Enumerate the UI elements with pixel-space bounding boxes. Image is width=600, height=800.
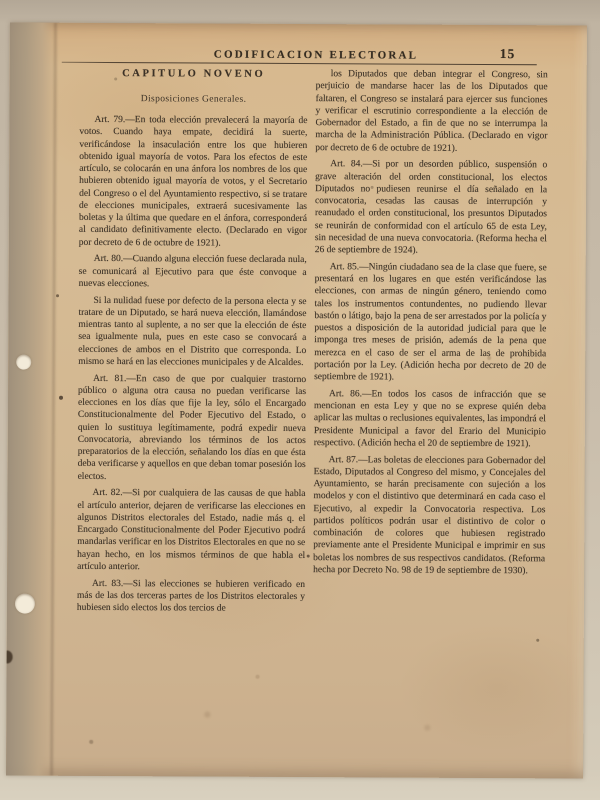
article-83-continuation-paragraph: los Diputados que deban integrar el Congreso, sin perjuicio de mandarse hacer las de los Diputados que faltaren, el Congreso se instalará para ejercer sus funciones y verificar el escrutinio correspondiente a la elección de Gobernador del Estado, a fin de que no se interrumpa la marcha de la Administración Pública. (Declarado en vigor por decreto de 6 de octubre de 1921). bbox=[315, 69, 548, 154]
article-82-paragraph: Art. 82.—Si por cualquiera de las causas de que habla el artículo anterior, dejaren de verificarse las elecciones en algunos Distritos electorales del Estado, nadie más q. el Encargado Constitucionalmente del Poder Ejecutivo podrá mandarlas verificar en los Distritos Electorales en que no se hayan hecho, en los mismos términos de que habla el artículo anterior. bbox=[77, 488, 306, 572]
chapter-heading: CAPITULO NOVENO bbox=[122, 68, 266, 80]
left-column bbox=[77, 67, 308, 620]
page-gutter-shadow bbox=[6, 22, 56, 775]
text-columns bbox=[77, 67, 548, 621]
article-84-paragraph: Art. 84.—Si por un desorden público, suspensión o grave alteración del orden constitucional, los electos Diputados no pudiesen reunirse el día señalado en la convocatoria, cesadas las causas de interrupción y reanudado el orden constitucional, los presuntos Diputados se reunirán de conformidad con el artículo 65 de esta Ley, sin necesidad de una nueva convocatoria. (Reforma hecha el 26 de septiembre de 1924). bbox=[314, 159, 548, 256]
page-number: 15 bbox=[499, 46, 516, 62]
article-79-paragraph: Art. 79.—En toda elección prevalecerá la mayoría de votos. Cuando haya empate, decidirá la suerte, verificándose la insaculación entre los que hubieren obtenido igual mayoría de votos. Para los efectos de este artículo, se colocarán en una ánfora los nombres de los que hubieren obtenido igual mayoría de votos, y el Secretario del Congreso o el del Ayuntamiento respectivo, si se tratare de elecciones municipales, extraerá sucesivamente las boletas y la última que quedare en el ánfora, corresponderá al candidato definitivamente electo. (Declarado en vigor por decreto de 6 de octubre de 1921). bbox=[78, 114, 308, 249]
punch-hole-top bbox=[16, 355, 31, 370]
article-87-paragraph: Art. 87.—Las boletas de elecciones para Gobernador del Estado, Diputados al Congreso del mismo, y Concejales del Ayuntamiento, se harán precisamente con sujeción a los modelos y con el distintivo que determinará en cada caso el Ejecutivo, al expedir la Convocatoria respectiva. Los partidos políticos podrán usar el distintivo de color o combinación de colores que hubiesen registrado previamente ante el Presidente Municipal e imprimir en sus boletas los nombres de sus respectivos candidatos. (Reforma hecha por Decreto No. 98 de 19 de septiembre de 1930). bbox=[313, 454, 546, 576]
article-80-continuation-paragraph: Si la nulidad fuese por defecto de la persona electa y se tratare de un Diputado, se hará nueva elección, llamándose mientras tanto al suplente, a no ser que la elección de éste sea igualmente nula, pues en este caso se convocará a elecciones de ambos en el Distrito que corresponda. Lo mismo se hará en las elecciones municipales y de Alcaldes. bbox=[78, 295, 307, 368]
article-85-paragraph: Art. 85.—Ningún ciudadano sea de la clase que fuere, se presentará en los lugares en que estén verificándose las elecciones, con armas de ningún género, teniendo como tales los instrumentos contundentes, no pudiendo llevar bastón o látigo, bajo la pena de ser arrestados por la policía y puestos a disposición de la autoridad judicial para que le imponga tres meses de prisión, además de la pena que merezca en el caso de ser el arma de las de prohibida portación por la Ley. (Adición hecha por decreto de 20 de septiembre de 1921). bbox=[314, 261, 547, 383]
right-column bbox=[313, 68, 548, 621]
punch-hole-bottom bbox=[15, 594, 35, 614]
article-80-paragraph: Art. 80.—Cuando alguna elección fuese declarada nula, se comunicará al Ejecutivo para que éste convoque a nuevas elecciones. bbox=[78, 254, 307, 289]
article-86-paragraph: Art. 86.—En todos los casos de infracción que se mencionan en esta Ley y que no se exprese quién deba aplicar las multas o reclusiones equivalentes, las impondrá el Presidente Municipal a favor del Erario del Municipio respectivo. (Adición hecha el 20 de septiembre de 1921). bbox=[313, 388, 547, 449]
header-rule bbox=[62, 61, 537, 65]
chapter-subheading: Disposiciones Generales. bbox=[140, 94, 247, 105]
article-81-paragraph: Art. 81.—En caso de que por cualquier trastorno público o alguna otra causa no puedan verificarse las elecciones en los días que fije la ley, sólo el Encargado Constitucionalmente del Poder Ejecutivo del Estado, o quien lo sustituya legítimamente, podrá expedir nueva Convocatoria, abreviando los términos de los actos preparatorios de la elección, señalando los días en que ésta deba verificarse y aquellos en que deban tomar posesión los electos. bbox=[77, 373, 307, 482]
article-83-paragraph: Art. 83.—Si las elecciones se hubieren verificado en más de las dos terceras partes de los Distritos electorales y hubiesen sido electos los dos tercios de bbox=[76, 578, 306, 614]
running-head-title: CODIFICACION ELECTORAL bbox=[213, 48, 419, 62]
paper-specks bbox=[10, 22, 12, 24]
scanned-document-page bbox=[6, 22, 587, 778]
page-header bbox=[62, 45, 540, 66]
